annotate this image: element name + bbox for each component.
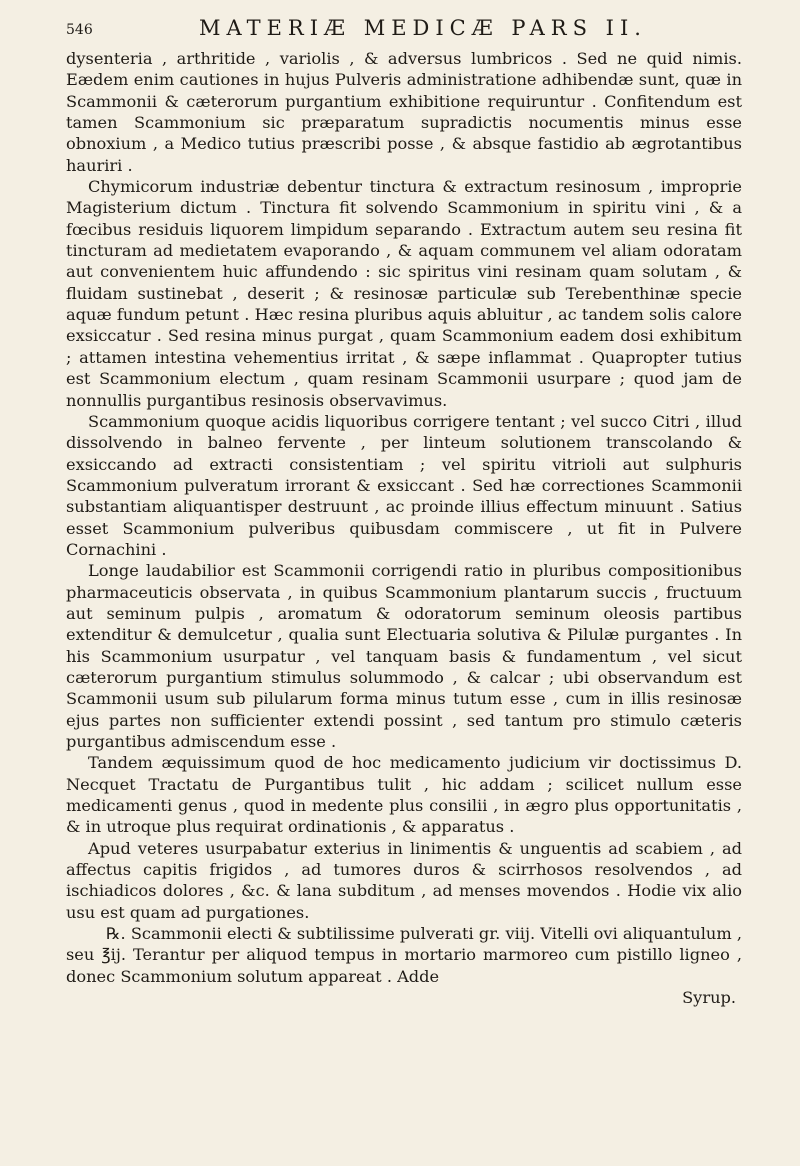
paragraph-6: Apud veteres usurpabatur exterius in linimentis & unguentis ad scabiem , ad affectus capitis frigidos , ad tumores duros & scirrhosos resolvendos , ad ischiadicos dolores , &c. & lana subditum , ad menses movendos . Hodie vix alio usu est quam ad purgationes. [66,838,742,922]
paragraph-7-recipe: ℞. Scammonii electi & subtilissime pulverati gr. viij. Vitelli ovi aliquantulum , seu ℥ij. Terantur per aliquod tempus in mortario marmoreo cum pistillo ligneo , donec Scammonium solutum appareat . Adde [66,924,742,986]
paragraph-4: Longe laudabilior est Scammonii corrigendi ratio in pluribus compositionibus pharmaceuticis observata , in quibus Scammonium plantarum succis , fructuum aut seminum pulpis , aromatum & odoratorum seminum oleosis partibus extenditur & demulcetur , qualia sunt Electuaria solutiva & Pilulæ purgantes . In his Scammonium usurpatur , vel tanquam basis & fundamentum , vel sicut cæterorum purgantium stimulus solummodo , & calcar ; ubi observandum est Scammonii usum sub pilularum forma minus tutum esse , cum in illis resinosæ ejus partes non sufficienter extendi possint , sed tantum pro stimulo cæteris purgantibus admiscendum esse . [66,561,742,751]
paragraph-5: Tandem æquissimum quod de hoc medicamento judicium vir doctissimus D. Necquet Tractatu de Purgantibus tulit , hic addam ; scilicet nullum esse medicamenti genus , quod in medente plus consilii , in ægro plus opportunitatis , & in utroque plus requirat ordinationis , & apparatus . [66,753,742,837]
running-head: MATERIÆ MEDICÆ PARS II. [199,16,647,40]
page-header [66,12,742,48]
catchword: Syrup. [682,988,736,1008]
paragraph-3: Scammonium quoque acidis liquoribus corrigere tentant ; vel succo Citri , illud dissolvendo in balneo fervente , per linteum solutionem transcolando & exsiccando ad extracti consistentiam ; vel spiritu vitrioli aut sulphuris Scammonium pulveratum irrorant & exsiccant . Sed hæ correctiones Scammonii substantiam aliquantisper destruunt , ac proinde illius effectum minuunt . Satius esset Scammonium pulveribus quibusdam commiscere , ut fit in Pulvere Cornachini . [66,411,742,559]
page-number: 546 [66,22,93,38]
body-text [66,48,742,1008]
paragraph-1: dysenteria , arthritide , variolis , & adversus lumbricos . Sed ne quid nimis. Eædem enim cautiones in hujus Pulveris administratione adhibendæ sunt, quæ in Scammonii & cæterorum purgantium exhibitione requiruntur . Confitendum est tamen Scammonium sic præparatum supradictis nocumentis minus esse obnoxium , a Medico tutius præscribi posse , & absque fastidio ab ægrotantibus hauriri . [66,49,742,175]
paragraph-2: Chymicorum industriæ debentur tinctura & extractum resinosum , improprie Magisterium dictum . Tinctura fit solvendo Scammonium in spiritu vini , & a fœcibus residuis liquorem limpidum separando . Extractum autem seu resina fit tincturam ad medietatem evaporando , & aquam communem vel aliam odoratam aut convenientem huic affundendo : sic spiritus vini resinam quam solutam , & fluidam sustinebat , deserit ; & resinosæ particulæ sub Terebenthinæ specie aquæ fundum petunt . Hæc resina pluribus aquis abluitur , ac tandem solis calore exsiccatur . Sed resina minus purgat , quam Scammonium eadem dosi exhibitum ; attamen intestina vehementius irritat , & sæpe inflammat . Quapropter tutius est Scammonium electum , quam resinam Scammonii usurpare ; quod jam de nonnullis purgantibus resinosis observavimus. [66,177,742,410]
